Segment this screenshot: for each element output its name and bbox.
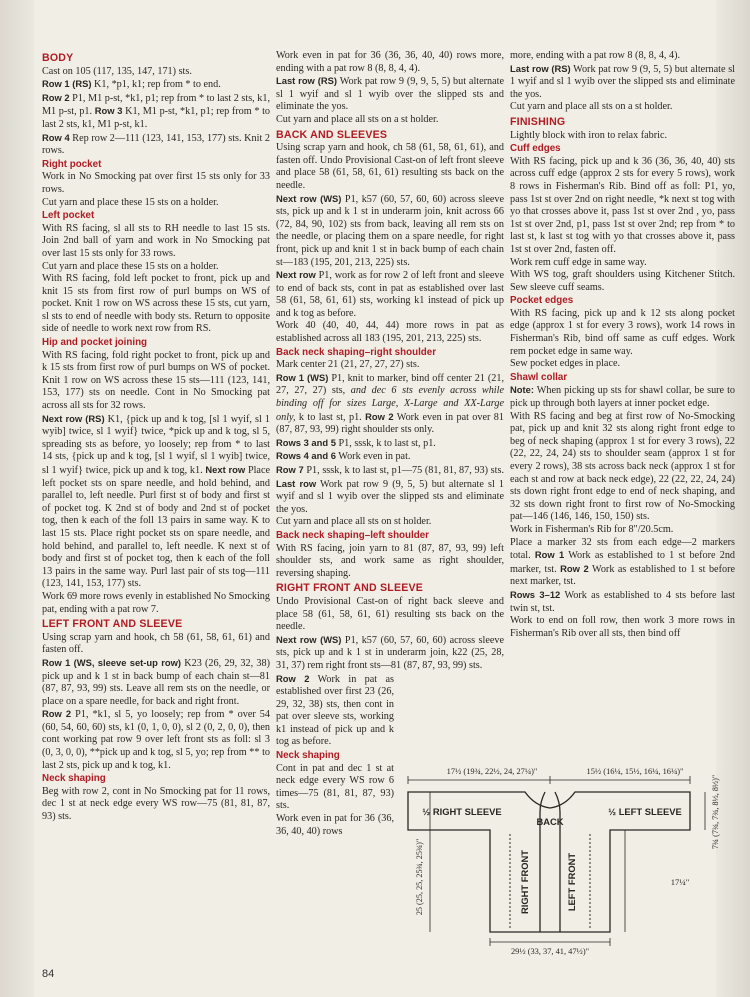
paragraph: Work 69 more rows evenly in established No Smocking pat, ending with a pat row 7. [42,590,270,615]
paragraph: Cut yarn and place all sts on a st holder. [276,113,439,125]
paragraph: Work in Fisherman's Rib for 8"/20.5cm. [510,523,674,535]
paragraph: With RS facing, fold right pocket to front, pick up and k 15 sts from first row of purl bumps on WS of pocket. Knit 1 row on WS across these 15 sts—111 (123, 141, 153, 177) sts on needle. Cont in No Smocking pat across all sts for 32 rows. [42,349,270,412]
finishing-heading: FINISHING [510,115,566,128]
paragraph: Lightly block with iron to relax fabric. [510,129,668,141]
sleeve-depth-dimension: 7¾ (7¾, 7¾, 8½, 8½)" [711,774,720,850]
paragraph: With RS facing, fold left pocket to front, pick up and knit 15 sts from first row of purl bumps on WS of pocket. Knit 1 row on WS across these 15 sts, cut yarn, sl sts to end of needle with body sts. Return to opposite side of needle to work next row from RS. [42,273,270,335]
paragraph: Work in No Smocking pat over first 15 sts only for 33 rows. [42,171,270,195]
paragraph: Work to end on foll row, then work 3 more rows in Fisherman's Rib over all sts, then bind off [510,615,735,639]
neck-shaping-heading-2: Neck shaping [276,750,340,762]
paragraph: Last row (RS) Work pat row 9 (9, 9, 5, 5) but alternate sl 1 wyif and sl 1 wyib over the slipped sts and eliminate the yos. [276,75,504,113]
paragraph: Cut yarn and place these 15 sts on a holder. [42,196,219,208]
paragraph: Row 1 (WS, sleeve set-up row) K23 (26, 29, 32, 38) pick up and k 1 st in back bump of each chain st—81 (87, 87, 93, 99) sts. Leave all rem sts on the needle, or place on a spare needle, for back and right front. [42,656,270,707]
height-dimension: 25 (25, 25, 25¾, 25¾)" [415,838,424,916]
paragraph: Next row (RS) K1, {pick up and k tog, [sl 1 wyif, sl 1 wyib] twice, sl 1 wyif} twice, *pick up and k tog, sl 5, spreading sts as before, yo loosely; rep from * to last 14 sts, {pick up and k tog, [sl 1 wyif, sl 1 wyib] twice, sl 1 wyif} twice, pick up and k tog, k1. Next row Place left pocket sts on spare needle, and hold behind, and parallel to, left needle. Purl first st of body and first st of pocket tog. K 2nd st of body and 2nd st of pocket tog, then k each of the foll 13 pairs in same way. K to last 15 sts. Place right pocket sts on spare needle, and hold behind, and parallel to, left needle. K next st of body and first st of pocket tog, then k each of the foll 13 pairs in the same way. Purl last pair of sts tog—111 (123, 141, 153, 177) sts. [42,412,270,590]
column-3 [510,50,735,640]
paragraph: With RS facing, pick up and k 36 (36, 36, 40, 40) sts across cuff edge (approx 2 sts for every 5 rows), work 8 rows in Fisherman's Rib. Bind off as foll: P1, yo, pass 1st st over 2nd on right needle, *k next st tog with yo that crosses above it, pass 1st st over 2nd , yo, pass 1st st over 2nd, p1, pass 1st st over 2nd; rep from * to last st, k last st tog with yo that crosses above it, pass 1st st over 2nd, fasten off. [510,155,735,255]
paragraph: Undo Provisional Cast-on of right back sleeve and place 58 (61, 58, 61, 61) resulting sts back on the needle. [276,595,504,633]
paragraph: Last row (RS) Work pat row 9 (9, 5, 5) but alternate sl 1 wyif and sl 1 wyib over the slipped sts and eliminate the yos. [510,62,735,100]
paragraph: Row 2 P1, *k1, sl 5, yo loosely; rep from * over 54 (60, 54, 60, 60) sts, k1 (0, 1, 0, 0), sl 2 (0, 2, 0, 0), then cont working pat row 9 over left front sts as foll: sl 3 (0, 3, 0, 0), **pick up and k tog, sl 5, yo; rep from ** to last 2 sts, pick up and k tog, k1. [42,708,270,771]
paragraph: With RS facing, sl all sts to RH needle to last 15 sts. Join 2nd ball of yarn and work in No Smocking pat over last 15 sts only for 33 rows. [42,222,270,259]
paragraph: Cut yarn and place these 15 sts on a holder. [42,260,219,272]
left-front-label: LEFT FRONT [566,852,577,912]
right-front-sleeve-heading: RIGHT FRONT AND SLEEVE [276,582,424,595]
paragraph: Cut yarn and place all sts on a st holder. [510,101,673,113]
paragraph: With RS facing and beg at first row of No-Smocking pat, pick up and knit 32 sts along right front edge to beg of neck shaping (approx 1 st for every 3 rows), 22 (22, 22, 24, 24) sts to shoulder seam (approx 1 st for every 2 rows), 38 sts across back neck (approx 1 st for each st and row at back neck edge), 22 (22, 22, 24, 24) sts down right front edge to end of neck shaping, and 32 sts down right front to first row of No-Smocking pat—146 (146, 146, 150, 150) sts. [510,410,735,523]
back-neck-right-heading: Back neck shaping–right shoulder [276,346,437,358]
paragraph: Rows 3–12 Work as established to 4 sts before last twin st, tst. [510,588,736,614]
right-front-edge [555,792,560,932]
paragraph: Note: When picking up sts for shawl collar, be sure to pick up through both layers at inner pocket edge. [510,384,735,410]
shawl-collar-heading: Shawl collar [510,371,568,383]
paragraph: With WS tog, graft shoulders using Kitchener Stitch. Sew sleeve cuff seams. [510,269,735,293]
left-front-edge [540,792,545,932]
paragraph: Rows 3 and 5 P1, sssk, k to last st, p1. [276,436,436,449]
paragraph: Next row (WS) P1, k57 (60, 57, 60, 60) across sleeve sts, pick up and k 1 st in underarm join, knit across 66 (72, 84, 90, 102) sts from back, leaving all rem sts on the needle, or placing them on a spare needle, for right front, pick up and knit 1 st in back bump of each chain st—183 (195, 201, 213, 225) sts. [276,192,504,268]
back-sleeves-heading: BACK AND SLEEVES [276,128,388,141]
page-number: 84 [42,968,55,980]
body-heading: BODY [42,52,74,64]
left-sleeve-label: ½ LEFT SLEEVE [608,806,682,817]
top-left-dimension: 17½ (19¾, 22½, 24, 27¼)" [446,767,538,776]
paragraph: Cont in pat and dec 1 st at neck edge every WS row 6 times—75 (81, 81, 87, 93) sts. [276,762,394,812]
bottom-dimension: 29½ (33, 37, 41, 47½)" [510,947,590,956]
paragraph: Using scrap yarn and hook, ch 58 (61, 58, 61, 61) and fasten off. [42,631,270,656]
paragraph: Work even in pat for 36 (36, 36, 40, 40) rows more, ending with a pat row 8 (8, 8, 4, 4). [276,50,504,74]
paragraph: Row 1 (WS) P1, knit to marker, bind off center 21 (21, 27, 27, 27) sts, and dec 6 sts evenly across while binding off for sizes Large, X-Large and XX-Large only, k to last st, p1. Row 2 Work even in pat over 81 (87, 87, 93, 99) right shoulder sts only. [276,371,504,436]
paragraph: Next row (WS) P1, k57 (60, 57, 60, 60) across sleeve sts, pick up and k 1 st in underarm join, k22 (25, 28, 31, 37) rem right front sts—81 (87, 87, 93, 99) sts. [276,633,504,671]
paragraph: Next row P1, work as for row 2 of left front and sleeve to end of back sts, cont in pat as established over last 58 (61, 58, 61, 61) sts, working k1 instead of pick up and k tog as before. [276,269,504,319]
paragraph: Work rem cuff edge in same way. [510,256,647,268]
paragraph: Beg with row 2, cont in No Smocking pat for 11 rows, dec 1 st at neck edge every WS row—75 (81, 81, 87, 93) sts. [42,785,270,823]
left-front-sleeve-heading: LEFT FRONT AND SLEEVE [42,618,183,631]
neck-shaping-heading: Neck shaping [42,773,106,785]
paragraph: Cast on 105 (117, 135, 147, 171) sts. [42,65,192,77]
paragraph: Row 7 P1, sssk, k to last st, p1—75 (81, 81, 87, 93) sts. Last row Work pat row 9 (9, 5, 5) but alternate sl 1 wyif and sl 1 wyib over the slipped sts and eliminate the yos. [276,464,504,515]
paragraph: Rows 4 and 6 Work even in pat. [276,450,411,463]
paragraph: Work 40 (40, 40, 44, 44) more rows in pat as established across all 183 (195, 201, 213, 225) sts. [276,320,504,345]
pocket-edges-heading: Pocket edges [510,295,574,307]
paragraph: Mark center 21 (21, 27, 27, 27) sts. [276,359,420,371]
paragraph: With RS facing, join yarn to 81 (87, 87, 93, 99) left shoulder sts, and work same as right shoulder, reversing shaping. [276,542,504,579]
left-pocket-heading: Left pocket [42,210,95,222]
paragraph: With RS facing, pick up and k 12 sts along pocket edge (approx 1 st for every 3 rows), work 14 rows in Fisherman's Rib, bind off same as cuff edges. Work rem pocket edge in same way. [510,307,735,357]
side-height-dimension: 17¼" [670,877,690,887]
back-label: BACK [536,816,564,827]
cuff-edges-heading: Cuff edges [510,143,561,155]
column-1 [42,50,270,824]
paragraph: Row 2 P1, M1 p-st, *k1, p1; rep from * to last 2 sts, k1, M1 p-st, p1. Row 3 K1, M1 p-st, *k1, p1; rep from * to last 2 sts, k1, M1 p-st, k1. [42,91,271,130]
left-bleed-through [0,0,34,997]
paragraph: Place a marker 32 sts from each edge—2 markers total. Row 1 Work as established to 1 st before 2nd marker, tst. Row 2 Work as established to 1 st before next marker, tst. [510,536,736,588]
back-neck-left-heading: Back neck shaping–left shoulder [276,529,429,541]
paragraph: Row 2 Work in pat as established over first 23 (26, 29, 32, 38) sts, then cont in pat over sleeve sts, working k1 instead of pick up and k tog as before. [276,672,394,748]
paragraph: Work even in pat for 36 (36, 36, 40, 40) rows [276,813,394,837]
column-2 [276,50,504,838]
right-sleeve-label: ½ RIGHT SLEEVE [422,806,502,817]
top-right-dimension: 15½ (16¼, 15½, 16¼, 16¼)" [586,767,684,776]
paragraph: Using scrap yarn and hook, ch 58 (61, 58, 61, 61), and fasten off. Undo Provisional Cast-on of left front sleeve and place 58 (61, 58, 61, 61) resulting sts back on the needle. [276,142,504,191]
hip-pocket-joining-heading: Hip and pocket joining [42,337,148,349]
garment-schematic [400,762,735,958]
paragraph: Row 4 Rep row 2—111 (123, 141, 153, 177) sts. Knit 2 rows. [42,131,271,157]
paragraph: Sew pocket edges in place. [510,358,621,370]
right-pocket-heading: Right pocket [42,158,102,170]
paragraph: more, ending with a pat row 8 (8, 8, 4, 4). [510,50,681,61]
right-front-label: RIGHT FRONT [519,849,530,915]
paragraph: Row 1 (RS) K1, *p1, k1; rep from * to end. [42,78,221,91]
paragraph: Cut yarn and place all sts on st holder. [276,516,432,528]
